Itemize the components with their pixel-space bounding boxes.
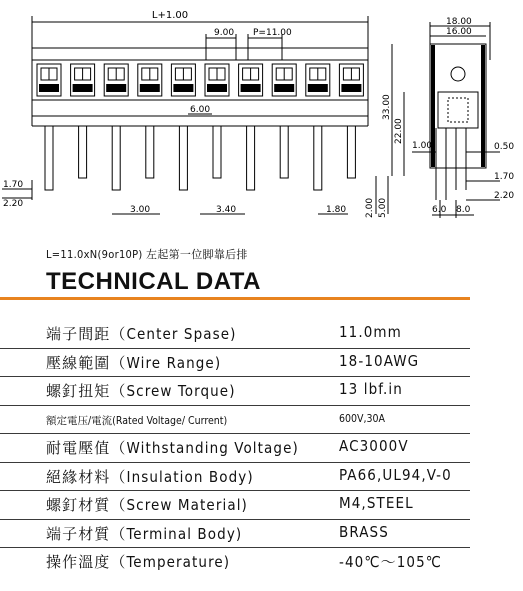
spec-value: 13 lbf.in: [339, 380, 403, 398]
terminal-screw-icon: [205, 64, 229, 96]
dim-height-inner: 22.00: [394, 118, 404, 144]
dim-side-pin: 0.50: [494, 142, 515, 152]
spec-table: [0, 320, 470, 576]
terminal-screw-icon: [306, 64, 330, 96]
dim-side-offset: 1.00: [412, 141, 433, 151]
dim-side-bottom-b: 8.0: [456, 205, 471, 215]
spec-label: 端子材質（Terminal Body): [46, 524, 243, 543]
spec-row: [0, 548, 470, 576]
dim-overall-width: L+1.00: [151, 10, 189, 21]
title-divider: [0, 297, 470, 300]
spec-label: 操作溫度（Temperature): [46, 553, 231, 571]
dim-top-width-a: 18.00: [446, 17, 472, 27]
dim-side-right-b: 2.20: [494, 191, 515, 201]
dim-left-offset-a: 1.70: [3, 180, 24, 190]
spec-value: BRASS: [339, 522, 389, 541]
spec-row: [0, 320, 470, 349]
pin-icon: [213, 126, 221, 178]
page-title: TECHNICAL DATA: [46, 268, 261, 295]
spec-value: 11.0mm: [339, 323, 402, 341]
spec-label: 額定電压/電流(Rated Voltage/ Current): [46, 414, 228, 427]
terminal-screw-icon: [171, 64, 195, 96]
terminal-screw-icon: [37, 64, 61, 96]
terminal-screw-icon: [71, 64, 95, 96]
spec-row: [0, 377, 470, 406]
spec-value: 18-10AWG: [339, 351, 420, 370]
terminal-screw-icon: [138, 64, 162, 96]
spec-value: PA66,UL94,V-0: [339, 465, 452, 484]
dim-top-width-b: 16.00: [446, 27, 472, 37]
dim-bottom-a: 2.00: [365, 197, 375, 218]
spec-row: [0, 349, 470, 378]
spec-value: M4,STEEL: [339, 494, 414, 512]
terminal-screw-icon: [104, 64, 128, 96]
pin-icon: [79, 126, 87, 178]
pin-icon: [347, 126, 355, 178]
dim-pin-span-a: 3.00: [130, 205, 151, 215]
terminal-screw-icon: [272, 64, 296, 96]
dim-height-total: 33.00: [382, 94, 392, 120]
spec-label: 螺釘扭矩（Screw Torque): [46, 382, 236, 400]
spec-row: [0, 434, 470, 463]
spec-value: 600V,30A: [339, 412, 385, 425]
dim-bottom-b: 5.00: [378, 197, 388, 218]
dim-spacing: 9.00: [214, 28, 235, 38]
spec-label: 耐電壓值（Withstanding Voltage): [46, 439, 299, 457]
pin-icon: [179, 126, 187, 190]
spec-label: 壓線範圍（Wire Range): [46, 353, 222, 372]
spec-row: [0, 491, 470, 520]
technical-drawing: [0, 0, 523, 240]
pin-icon: [112, 126, 120, 190]
spec-label: 螺釘材質（Screw Material): [46, 496, 248, 514]
spec-value: -40℃～105℃: [339, 553, 443, 571]
dim-pin-width: 1.80: [326, 205, 347, 215]
dim-side-bottom-a: 6.0: [432, 205, 447, 215]
spec-label: 絕緣材料（Insulation Body): [46, 467, 254, 486]
dim-side-right-a: 1.70: [494, 172, 515, 182]
dim-pin-span-b: 3.40: [216, 205, 237, 215]
spec-row: [0, 406, 470, 435]
pin-icon: [146, 126, 154, 178]
drawing-note: L=11.0xN(9or10P) 左起第一位脚靠后排: [46, 248, 248, 261]
dim-inner-height: 6.00: [190, 105, 211, 115]
spec-value: AC3000V: [339, 437, 409, 455]
dim-pitch: P=11.00: [253, 28, 292, 38]
pin-icon: [45, 126, 53, 190]
pin-icon: [314, 126, 322, 190]
terminal-screw-icon: [339, 64, 363, 96]
spec-row: [0, 520, 470, 549]
pin-icon: [280, 126, 288, 178]
dim-left-offset-b: 2.20: [3, 199, 24, 209]
pin-icon: [247, 126, 255, 190]
spec-label: 端子間距（Center Spase): [46, 325, 237, 343]
spec-row: [0, 463, 470, 492]
terminal-screw-icon: [239, 64, 263, 96]
